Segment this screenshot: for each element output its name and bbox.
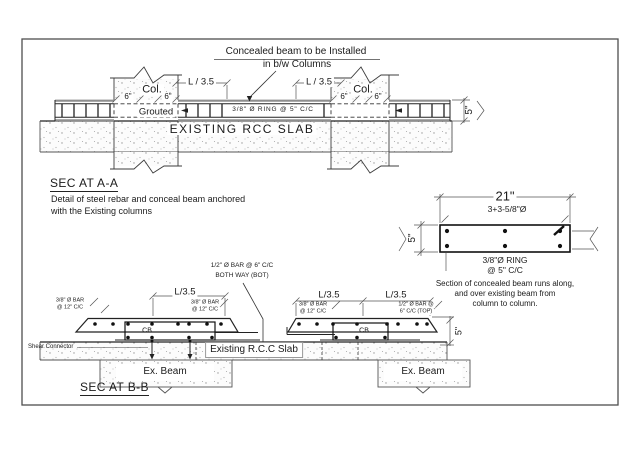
sec-aa-desc-line2: with the Existing columns: [51, 206, 153, 216]
sec-aa-title: SEC AT A-A: [50, 176, 119, 190]
column-left-label: Col.: [142, 83, 162, 96]
detail-caption-line3: column to column.: [472, 299, 538, 308]
ring-label-line1: 3/8"Ø RING: [482, 254, 528, 265]
ex-beam-label-left: Ex. Beam: [143, 366, 187, 377]
dim-6-4: 6": [374, 92, 382, 101]
sec-aa-desc-line1: Detail of steel rebar and conceal beam anchored: [51, 194, 246, 204]
dim-6-2: 6": [164, 92, 172, 101]
sec-bb-concealed-beam-left: [76, 319, 260, 341]
dim-l35-bb-right: L/3.5: [385, 289, 407, 301]
ring-note-aa: 3/8" Ø RING @ 5" C/C: [232, 105, 314, 113]
dim-5-detail: 5": [407, 233, 418, 243]
bar38-right-line2: @ 12" C/C: [299, 308, 327, 315]
sec-bb-title: SEC AT B-B: [80, 380, 149, 394]
note-line1: Concealed beam to be Installed: [225, 46, 367, 57]
topbar-label-line1: 1/2" Ø BAR @ 6" C/C: [210, 261, 274, 269]
bar38-mid-line2: @ 12" C/C: [191, 306, 219, 313]
grouted-label: Grouted: [138, 106, 174, 118]
topbar-label-line2: BOTH WAY (BOT): [215, 271, 269, 279]
dim-6-3: 6": [340, 92, 348, 101]
bar38-mid-line1: 3/8" Ø BAR: [190, 299, 220, 306]
dim-l35-bb-left: L/3.5: [174, 286, 196, 298]
dim-5-bb: 5": [453, 326, 464, 336]
dim-l35-bb-mid: L/3.5: [318, 289, 340, 301]
dim-21: 21": [495, 188, 515, 204]
bar38-left-line2: @ 12" C/C: [56, 304, 84, 311]
bar38-right-line1: 3/8" Ø BAR: [298, 301, 328, 308]
bar12-top-line1: 1/2" Ø BAR @: [398, 301, 434, 308]
existing-slab-label-bb: Existing R.C.C Slab: [205, 342, 303, 358]
cb-label-left: CB: [142, 327, 152, 335]
ex-beam-label-right: Ex. Beam: [401, 366, 445, 377]
dim-l35-left-aa: L / 3.5: [187, 76, 215, 88]
dim-l35-right-aa: L / 3.5: [305, 76, 333, 88]
existing-slab-label-aa: EXISTING RCC SLAB: [169, 122, 315, 136]
bar38-left-line1: 3/8" Ø BAR: [55, 297, 85, 304]
detail-caption-line2: and over existing beam from: [454, 289, 556, 298]
ring-label-line2: @ 5" C/C: [487, 264, 523, 275]
note-line2: in b/w Columns: [262, 59, 332, 70]
dim-6-1: 6": [124, 92, 132, 101]
column-right-label: Col.: [353, 83, 373, 96]
detail-caption-line1: Section of concealed beam runs along,: [435, 279, 575, 288]
bars-count-label: 3+3-5/8"Ø: [487, 203, 527, 214]
cb-label-right: CB: [359, 327, 369, 335]
shear-connector-label: Shear Connector: [28, 344, 74, 350]
dim-5-aa: 5": [464, 105, 475, 115]
bar12-top-line2: 6" C/C (TOP): [399, 308, 433, 315]
